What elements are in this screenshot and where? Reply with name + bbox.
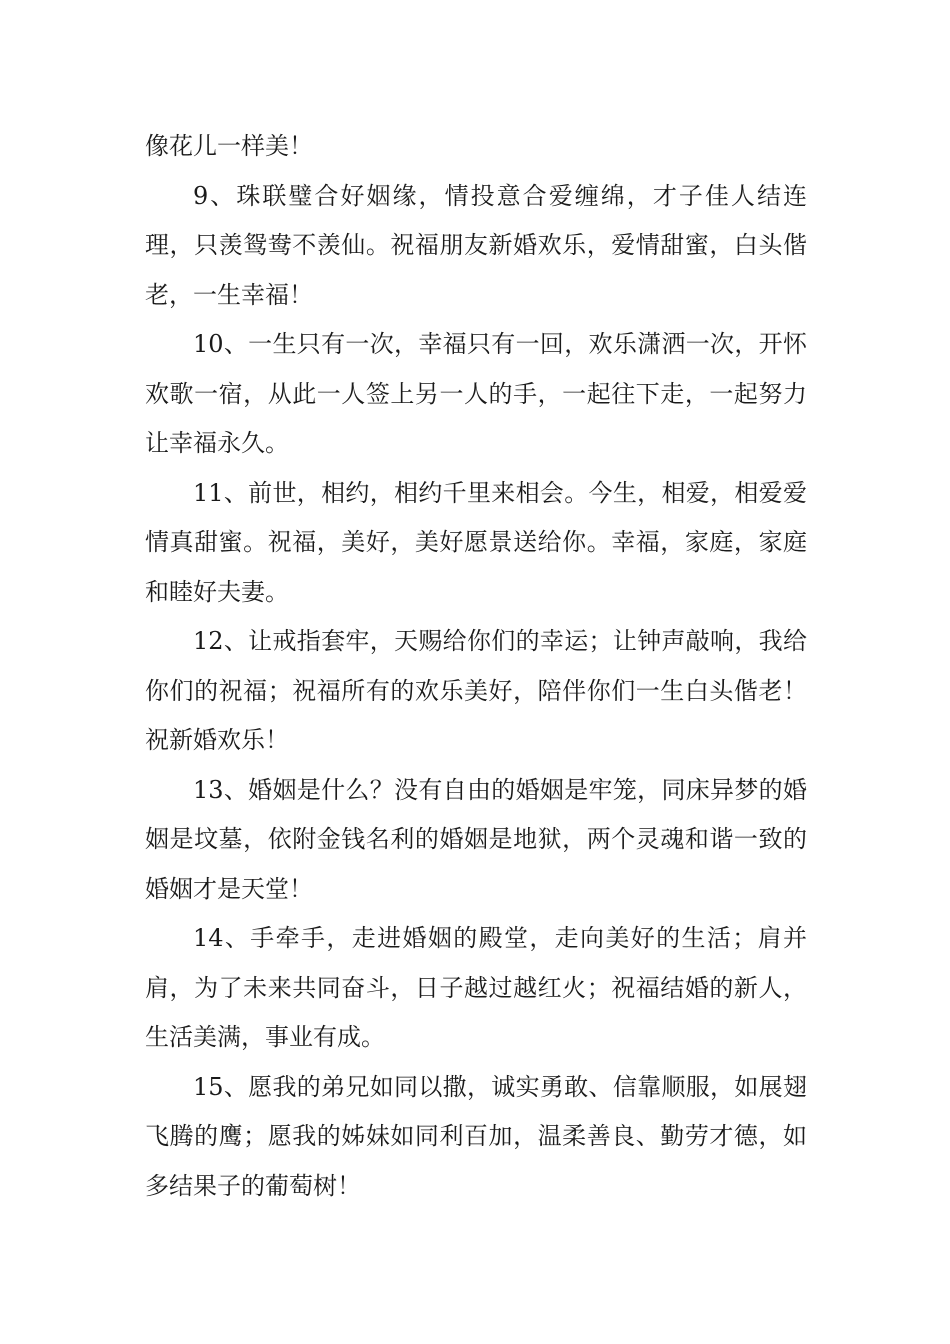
- paragraph-item-9: 9、珠联璧合好姻缘，情投意合爱缠绵，才子佳人结连理，只羡鸳鸯不羡仙。祝福朋友新婚欢乐，爱情甜蜜，白头偕老，一生幸福！: [145, 181, 807, 309]
- paragraph-item-11: 11、前世，相约，相约千里来相会。今生，相爱，相爱爱情真甜蜜。祝福，美好，美好愿景送给你。幸福，家庭，家庭和睦好夫妻。: [145, 478, 807, 606]
- paragraph-item-14: 14、手牵手，走进婚姻的殿堂，走向美好的生活；肩并肩，为了未来共同奋斗，日子越过越红火；祝福结婚的新人，生活美满，事业有成。: [145, 924, 807, 1051]
- paragraph-item-13: 13、婚姻是什么？没有自由的婚姻是牢笼，同床异梦的婚姻是坟墓，依附金钱名利的婚姻是地狱，两个灵魂和谐一致的婚姻才是天堂！: [145, 775, 807, 903]
- paragraph-item-12: 12、让戒指套牢，天赐给你们的幸运；让钟声敲响，我给你们的祝福；祝福所有的欢乐美好，陪伴你们一生白头偕老！祝新婚欢乐！: [145, 627, 807, 754]
- document-body: [145, 122, 807, 1211]
- paragraph-continuation: 像花儿一样美！: [145, 132, 313, 160]
- paragraph-item-15: 15、愿我的弟兄如同以撒，诚实勇敢、信靠顺服，如展翅飞腾的鹰；愿我的姊妹如同利百加，温柔善良、勤劳才德，如多结果子的葡萄树！: [145, 1072, 807, 1200]
- paragraph-item-10: 10、一生只有一次，幸福只有一回，欢乐潇洒一次，开怀欢歌一宿，从此一人签上另一人的手，一起往下走，一起努力让幸福永久。: [145, 330, 807, 457]
